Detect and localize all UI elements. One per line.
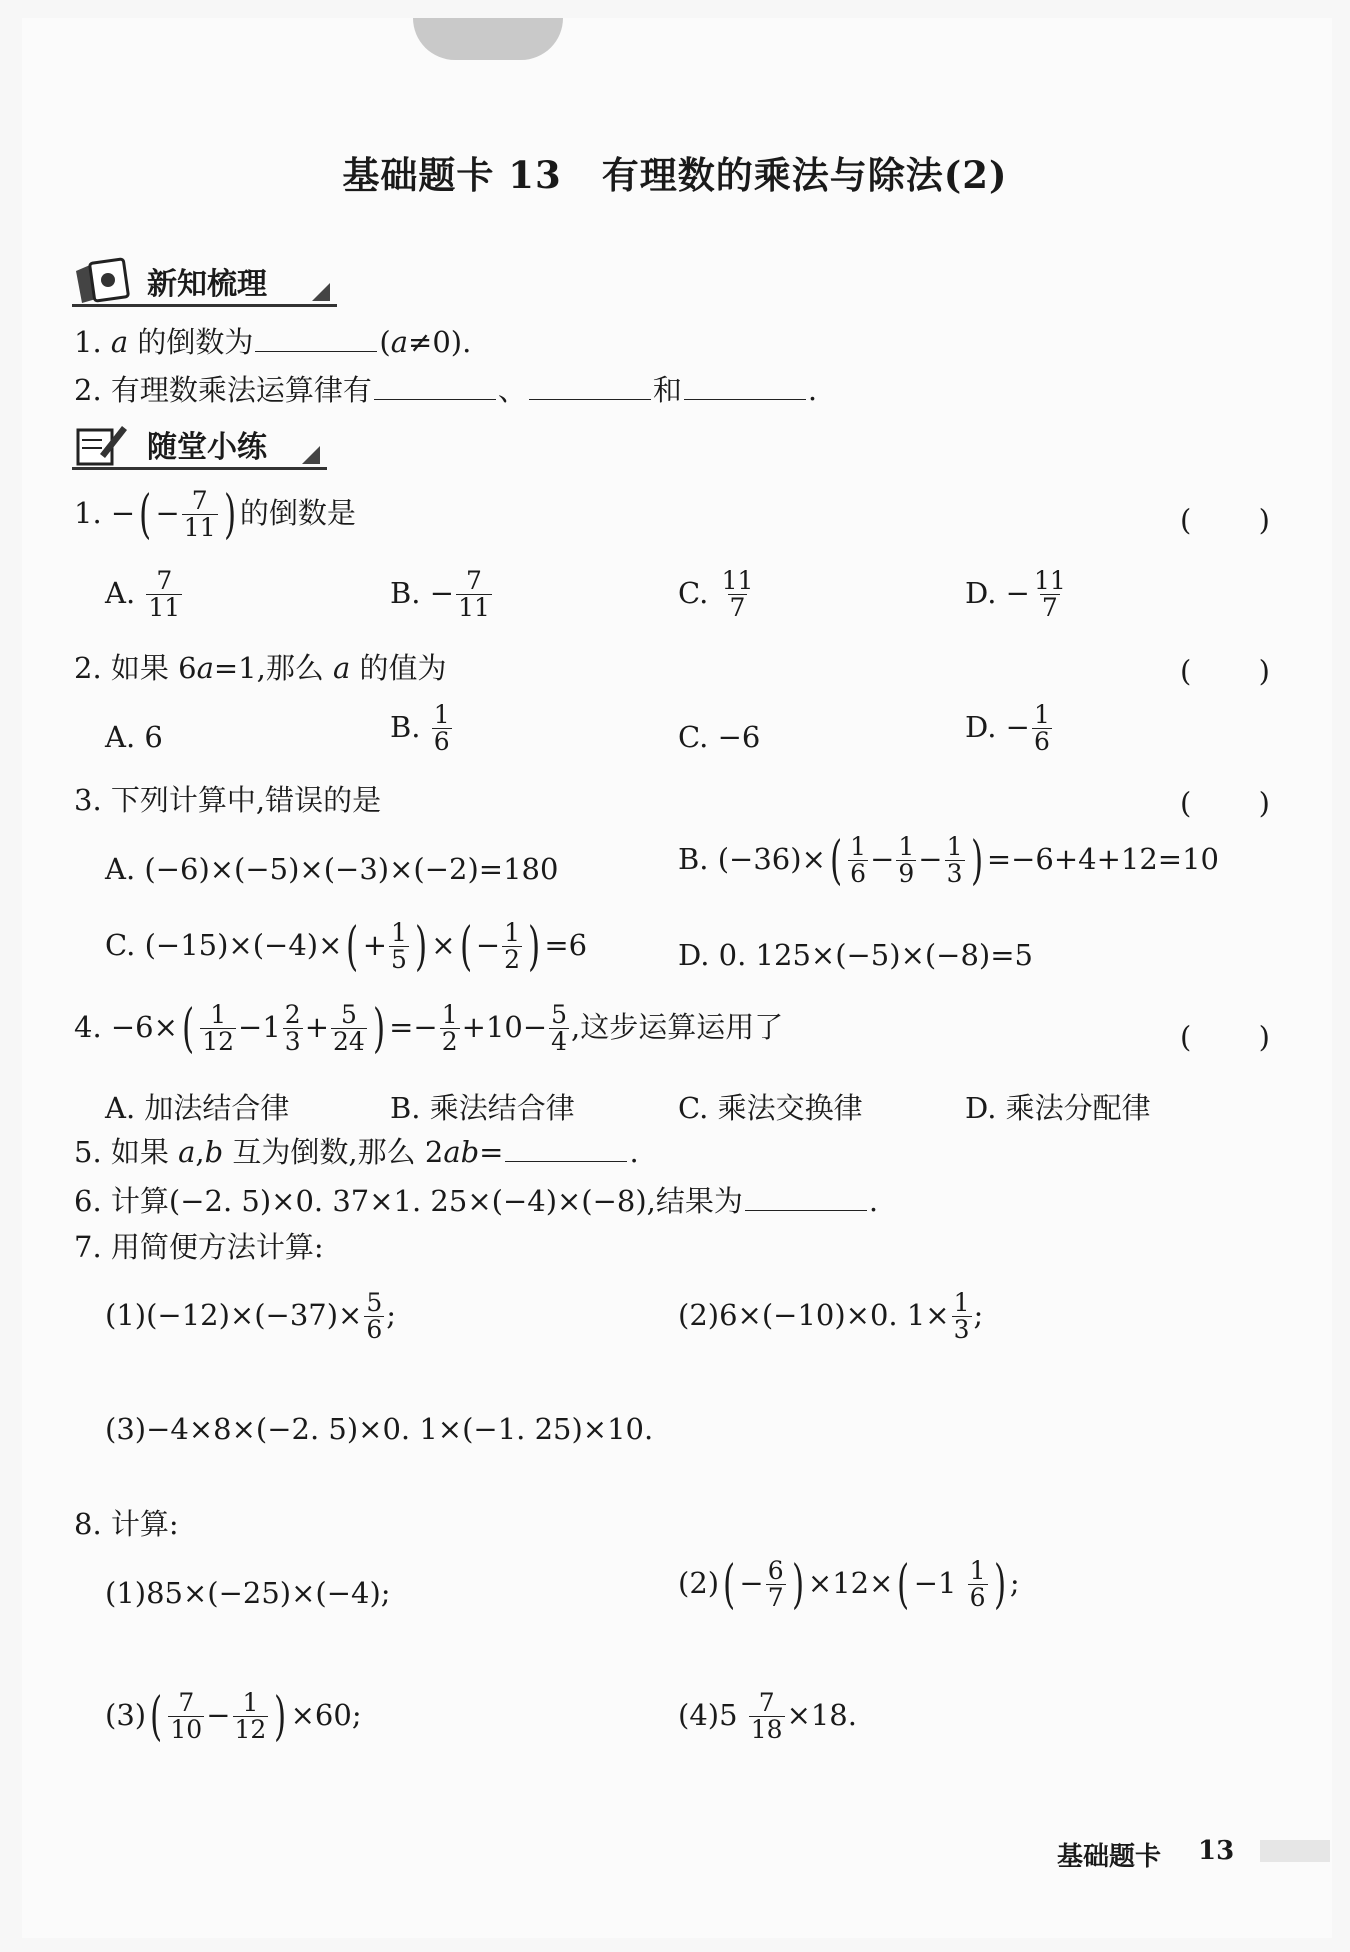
q1-answer-bracket[interactable]: ( ) [1180, 503, 1270, 537]
q4-option-d[interactable]: D. 乘法分配律 [965, 1091, 1151, 1125]
section-header-practice [72, 418, 327, 470]
q2-stem: 2. 如果 6a=1,那么 a 的值为 [74, 651, 447, 685]
q3-option-a[interactable]: A. (−6)×(−5)×(−3)×(−2)=180 [105, 852, 559, 886]
q3-answer-bracket[interactable]: ( ) [1180, 786, 1270, 820]
answer-blank[interactable] [374, 373, 496, 400]
q8-part-1: (1)85×(−25)×(−4); [105, 1576, 391, 1610]
answer-blank[interactable] [255, 325, 377, 352]
q5-stem: 5. 如果 a,b 互为倒数,那么 2ab= . [74, 1135, 639, 1169]
q7-part-3: (3)−4×8×(−2. 5)×0. 1×(−1. 25)×10. [105, 1412, 654, 1446]
page-number: 13 [1198, 1836, 1235, 1866]
answer-blank[interactable] [529, 373, 651, 400]
q3-option-d[interactable]: D. 0. 125×(−5)×(−8)=5 [678, 938, 1033, 972]
q7-part-1: (1)(−12)×(−37)× $\frac{5}{6}$ ; [105, 1288, 397, 1345]
q1-stem: 1. −( − $\frac{7}{11}$ ) 的倒数是 [74, 484, 356, 545]
q3-option-c[interactable]: C. (−15)×(−4)×( + $\frac{1}{5}$ ) ×( − $\frac{1}{2}$ ) =6 [105, 916, 588, 977]
title-card-number: 基础题卡 13 [342, 153, 562, 197]
q2-option-c[interactable]: C. −6 [678, 720, 761, 754]
q8-stem: 8. 计算: [74, 1507, 179, 1541]
q2-option-a[interactable]: A. 6 [105, 720, 163, 754]
answer-blank[interactable] [505, 1135, 627, 1162]
q3-stem: 3. 下列计算中,错误的是 [74, 783, 382, 817]
q1-option-d[interactable]: D. − $\frac{11}{7}$ [965, 566, 1066, 623]
s1-question-2: 2. 有理数乘法运算律有 、 和 . [74, 373, 818, 407]
q2-option-b[interactable]: B. $\frac{1}{6}$ [390, 700, 450, 757]
q7-part-2: (2)6×(−10)×0. 1× $\frac{1}{3}$ ; [678, 1288, 984, 1345]
section-title: 新知梳理 [147, 267, 267, 302]
q8-part-3: (3)( $\frac{7}{10}$ − $\frac{1}{12}$ ) ×60; [105, 1686, 362, 1747]
title-topic: 有理数的乘法与除法(2) [601, 153, 1008, 197]
q3-option-b[interactable]: B. (−36)×( $\frac{1}{6}$ − $\frac{1}{9}$ − $\frac{1}{3}$ ) =−6+4+12=10 [678, 830, 1220, 891]
q2-answer-bracket[interactable]: ( ) [1180, 654, 1270, 688]
q4-stem: 4. −6×( $\frac{1}{12}$ −1 $\frac{2}{3}$ + $\frac{5}{24}$ ) =− $\frac{1}{2}$ +10− $\frac{5}{4}$ ,这步运算运用了 [74, 998, 784, 1059]
section-header-new-knowledge [72, 255, 337, 307]
q8-part-4: (4)5 $\frac{7}{18}$ ×18. [678, 1688, 857, 1745]
q4-option-b[interactable]: B. 乘法结合律 [390, 1091, 575, 1125]
q7-stem: 7. 用简便方法计算: [74, 1230, 324, 1264]
q1-option-a[interactable]: A. $\frac{7}{11}$ [105, 566, 181, 623]
q1-option-b[interactable]: B. − $\frac{7}{11}$ [390, 566, 490, 623]
q6-stem: 6. 计算(−2. 5)×0. 37×1. 25×(−4)×(−8),结果为 . [74, 1184, 879, 1218]
q4-answer-bracket[interactable]: ( ) [1180, 1020, 1270, 1054]
q4-option-a[interactable]: A. 加法结合律 [105, 1091, 290, 1125]
tag-icon [72, 257, 134, 305]
answer-blank[interactable] [745, 1184, 867, 1211]
q2-option-d[interactable]: D. − $\frac{1}{6}$ [965, 700, 1050, 757]
q4-option-c[interactable]: C. 乘法交换律 [678, 1091, 863, 1125]
page-tab-decoration [413, 18, 563, 60]
notebook-pencil-icon [72, 420, 130, 468]
fraction: $\frac{7}{11}$ [183, 486, 216, 543]
footer-label: 基础题卡 [1057, 1842, 1162, 1872]
q8-part-2: (2)( − $\frac{6}{7}$ ) ×12×( −1 $\frac{1}{6}$ ) ; [678, 1554, 1020, 1615]
page-title [0, 145, 1350, 199]
section-title: 随堂小练 [147, 430, 267, 465]
footer-decoration [1260, 1840, 1330, 1862]
answer-blank[interactable] [684, 373, 806, 400]
s1-question-1: 1. a 的倒数为 (a≠0). [74, 325, 472, 359]
q1-option-c[interactable]: C. $\frac{11}{7}$ [678, 566, 754, 623]
